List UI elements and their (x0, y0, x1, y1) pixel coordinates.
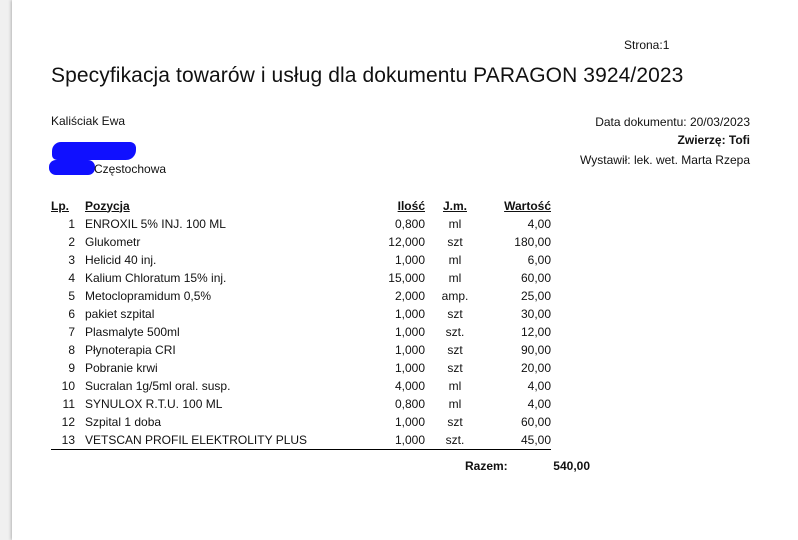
row-unit: szt. (425, 431, 485, 450)
row-value: 25,00 (520, 289, 551, 303)
row-qty: 1,000 (355, 431, 425, 450)
row-unit: amp. (441, 289, 469, 303)
row-lp: 12 (61, 415, 75, 429)
row-qty: 1,000 (394, 415, 425, 429)
table-row (51, 377, 551, 395)
table-header-row (51, 196, 551, 215)
row-lp: 9 (68, 361, 75, 375)
row-value: 30,00 (520, 307, 551, 321)
issuer: Wystawił: lek. wet. Marta Rzepa (580, 153, 750, 167)
page-number: Strona:1 (624, 38, 670, 52)
row-unit: ml (448, 271, 462, 285)
row-unit: szt (447, 343, 463, 357)
client-city: Częstochowa (94, 162, 167, 176)
row-qty: 2,000 (394, 289, 425, 303)
row-name: VETSCAN PROFIL ELEKTROLITY PLUS (75, 431, 355, 450)
row-unit: ml (448, 217, 462, 231)
row-qty: 1,000 (394, 253, 425, 267)
header-lp: Lp. (51, 198, 69, 213)
table-row (51, 395, 551, 413)
row-lp: 4 (68, 271, 75, 285)
row-name: Pobranie krwi (85, 361, 158, 375)
row-unit: szt (447, 361, 463, 375)
row-lp: 1 (68, 217, 75, 231)
table-row (51, 287, 551, 305)
total-label: Razem: (465, 459, 508, 473)
items-table (51, 196, 551, 450)
table-row (51, 215, 551, 233)
row-lp: 10 (61, 379, 75, 393)
row-qty: 12,000 (388, 235, 425, 249)
row-unit: szt (447, 415, 463, 429)
table-row (51, 233, 551, 251)
table-row (51, 359, 551, 377)
row-name: Szpital 1 doba (85, 415, 162, 429)
row-name: Metoclopramidum 0,5% (85, 289, 212, 303)
document-date: Data dokumentu: 20/03/2023 (595, 115, 750, 129)
total-value: 540,00 (553, 459, 590, 473)
row-name: Płynoterapia CRI (85, 343, 176, 357)
table-row (51, 431, 551, 450)
row-value: 4,00 (527, 217, 551, 231)
animal-name: Zwierzę: Tofi (677, 133, 750, 147)
table-row (51, 323, 551, 341)
row-name: Sucralan 1g/5ml oral. susp. (85, 379, 231, 393)
row-qty: 4,000 (394, 379, 425, 393)
header-name: Pozycja (85, 198, 130, 213)
row-name: ENROXIL 5% INJ. 100 ML (85, 217, 226, 231)
row-lp: 3 (68, 253, 75, 267)
table-row (51, 305, 551, 323)
document-page (12, 0, 798, 540)
row-value: 20,00 (520, 361, 551, 375)
row-lp: 13 (51, 431, 75, 450)
row-qty: 1,000 (394, 361, 425, 375)
row-value: 45,00 (485, 431, 551, 450)
row-qty: 1,000 (394, 307, 425, 321)
header-unit: J.m. (442, 198, 467, 213)
row-unit: ml (448, 397, 462, 411)
row-lp: 2 (68, 235, 75, 249)
row-lp: 8 (68, 343, 75, 357)
row-value: 6,00 (527, 253, 551, 267)
row-name: pakiet szpital (85, 307, 155, 321)
row-qty: 0,800 (394, 397, 425, 411)
row-unit: szt. (445, 325, 465, 339)
row-lp: 5 (68, 289, 75, 303)
header-qty: Ilość (397, 198, 425, 213)
table-row (51, 269, 551, 287)
row-value: 60,00 (520, 271, 551, 285)
row-unit: szt (447, 235, 463, 249)
row-value: 60,00 (520, 415, 551, 429)
row-name: Helicid 40 inj. (85, 253, 157, 267)
table-row (51, 341, 551, 359)
header-value: Wartość (504, 198, 551, 213)
row-name: Plasmalyte 500ml (85, 325, 180, 339)
document-title: Specyfikacja towarów i usług dla dokumentu PARAGON 3924/2023 (51, 64, 684, 87)
row-name: SYNULOX R.T.U. 100 ML (85, 397, 223, 411)
row-unit: szt (447, 307, 463, 321)
row-value: 12,00 (520, 325, 551, 339)
row-unit: ml (448, 253, 462, 267)
table-row (51, 251, 551, 269)
row-lp: 6 (68, 307, 75, 321)
row-lp: 7 (68, 325, 75, 339)
row-qty: 1,000 (394, 343, 425, 357)
row-unit: ml (448, 379, 462, 393)
row-lp: 11 (62, 397, 75, 411)
client-name: Kaliściak Ewa (51, 114, 126, 128)
row-name: Kalium Chloratum 15% inj. (85, 271, 227, 285)
row-qty: 1,000 (394, 325, 425, 339)
row-qty: 15,000 (388, 271, 425, 285)
row-qty: 0,800 (394, 217, 425, 231)
row-name: Glukometr (85, 235, 141, 249)
redaction-mark (52, 142, 136, 160)
row-value: 4,00 (527, 379, 551, 393)
table-row (51, 413, 551, 431)
row-value: 4,00 (527, 397, 551, 411)
row-value: 90,00 (520, 343, 551, 357)
redaction-mark (49, 160, 95, 175)
row-value: 180,00 (514, 235, 551, 249)
